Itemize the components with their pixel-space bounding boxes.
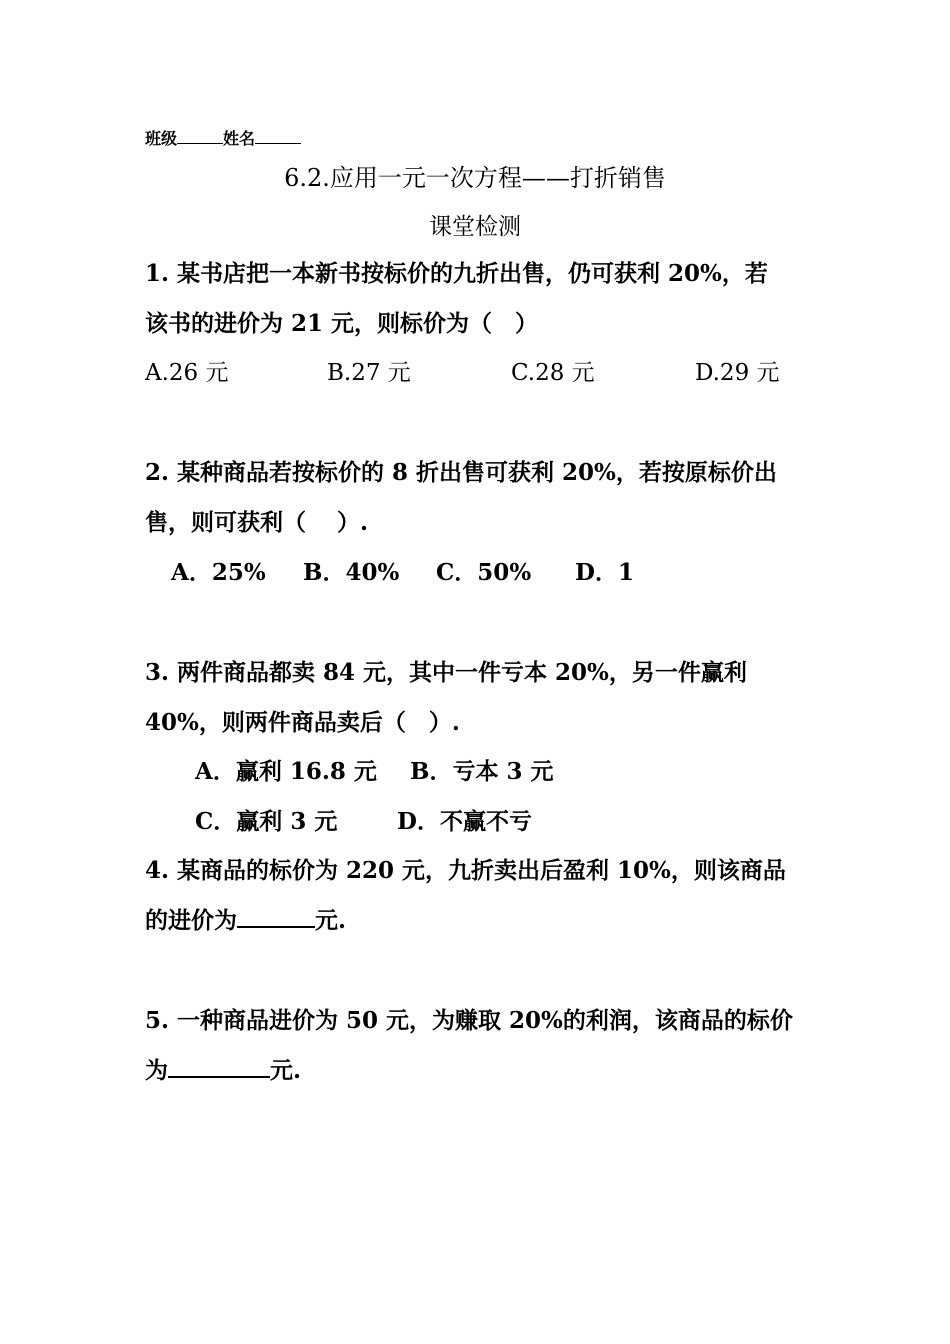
question-3-option-d[interactable]: D．不赢不亏 <box>397 808 532 835</box>
question-3-option-c[interactable]: C．赢利 3 元 <box>195 808 338 835</box>
question-5-answer-blank[interactable] <box>168 1056 270 1078</box>
question-1-line-1: 1. 某书店把一本新书按标价的九折出售，仍可获利 20%，若 <box>145 260 768 287</box>
question-5-line-2-suffix: 元. <box>270 1057 302 1084</box>
question-3-option-b[interactable]: B．亏本 3 元 <box>410 758 554 785</box>
name-blank[interactable] <box>255 129 301 144</box>
question-1-line-2: 该书的进价为 21 元，则标价为（ ） <box>145 310 539 337</box>
question-1-option-b[interactable]: B.27 元 <box>327 360 411 386</box>
question-5-line-2 <box>145 1046 301 1096</box>
name-label: 姓名 <box>223 129 256 148</box>
question-2-option-d[interactable]: D．1 <box>575 559 634 586</box>
question-5-line-2-prefix: 为 <box>145 1057 168 1084</box>
question-2-option-b[interactable]: B．40% <box>303 559 400 586</box>
question-1-option-d[interactable]: D.29 元 <box>695 360 780 386</box>
class-name-header <box>145 126 301 149</box>
question-2-line-1: 2. 某种商品若按标价的 8 折出售可获利 20%，若按原标价出 <box>145 459 777 486</box>
class-label: 班级 <box>145 129 178 148</box>
question-1-option-a[interactable]: A.26 元 <box>145 360 229 386</box>
question-4-line-1: 4. 某商品的标价为 220 元，九折卖出后盈利 10%，则该商品 <box>145 857 786 884</box>
question-4-line-2-suffix: 元. <box>315 907 347 934</box>
page-subtitle: 课堂检测 <box>429 214 521 240</box>
question-3-option-a[interactable]: A．赢利 16.8 元 <box>195 758 377 785</box>
question-3-line-1: 3. 两件商品都卖 84 元，其中一件亏本 20%，另一件赢利 <box>145 659 747 686</box>
question-2-option-a[interactable]: A．25% <box>171 559 266 586</box>
page-title: 6.2.应用一元一次方程——打折销售 <box>284 164 666 192</box>
question-4-line-2-prefix: 的进价为 <box>145 907 237 934</box>
class-blank[interactable] <box>177 129 223 144</box>
question-1-option-c[interactable]: C.28 元 <box>511 360 595 386</box>
question-3-line-2: 40%，则两件商品卖后（ ）. <box>145 709 460 736</box>
question-2-option-c[interactable]: C．50% <box>436 559 532 586</box>
question-4-answer-blank[interactable] <box>237 906 315 928</box>
question-5-line-1: 5. 一种商品进价为 50 元，为赚取 20%的利润，该商品的标价 <box>145 1007 793 1034</box>
question-2-line-2: 售，则可获利（ ）. <box>145 509 369 536</box>
question-4-line-2 <box>145 896 346 946</box>
